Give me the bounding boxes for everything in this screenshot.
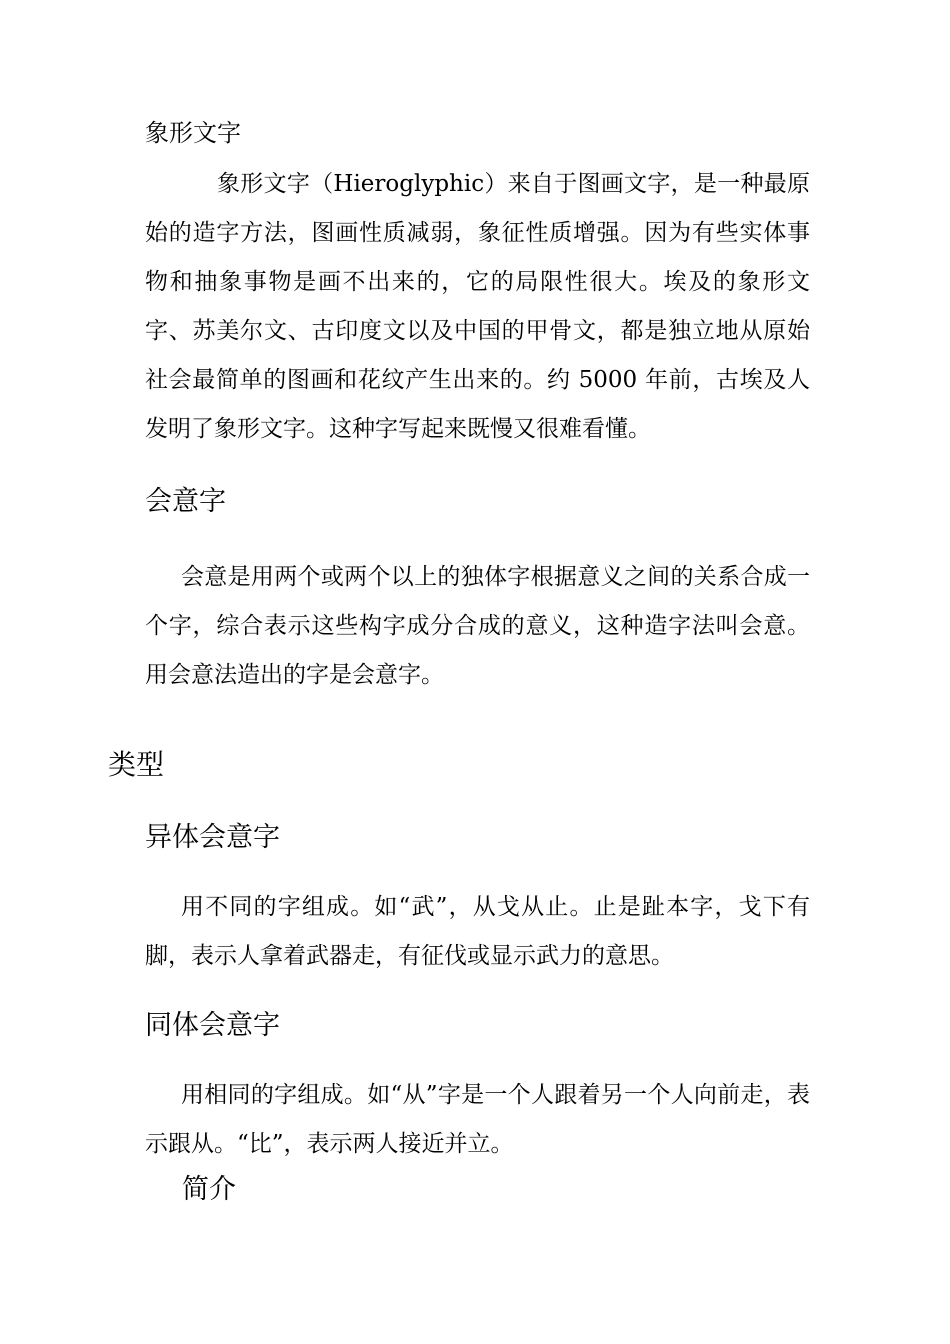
subsection-heading-heterogeneous: 异体会意字 (145, 822, 280, 853)
paragraph-homogeneous: 用相同的字组成。如“从”字是一个人跟着另一个人向前走，表示跟从。“比”，表示两人接近并立。 (145, 1082, 810, 1157)
paragraph-heterogeneous: 用不同的字组成。如“武”，从戈从止。止是趾本字，戈下有脚，表示人拿着武器走，有征伐或显示武力的意思。 (145, 894, 810, 969)
section-heading-intro: 简介 (182, 1174, 236, 1205)
paragraph-pictograph: 象形文字（Hieroglyphic）来自于图画文字，是一种最原始的造字方法，图画性质减弱，象征性质增强。因为有些实体事物和抽象事物是画不出来的，它的局限性很大。埃及的象形文字、苏美尔文、古印度文以及中国的甲骨文，都是独立地从原始社会最简单的图画和花纹产生出来的。约 5000 年前，古埃及人发明了象形文字。这种字写起来既慢又很难看懂。 (145, 171, 810, 442)
section-heading-types: 类型 (108, 748, 165, 781)
subsection-heading-homogeneous: 同体会意字 (145, 1010, 280, 1041)
paragraph-ideograph: 会意是用两个或两个以上的独体字根据意义之间的关系合成一个字，综合表示这些构字成分合成的意义，这种造字法叫会意。用会意法造出的字是会意字。 (145, 564, 810, 688)
section-heading-ideograph: 会意字 (145, 486, 226, 517)
section-title-pictograph: 象形文字 (145, 119, 241, 147)
